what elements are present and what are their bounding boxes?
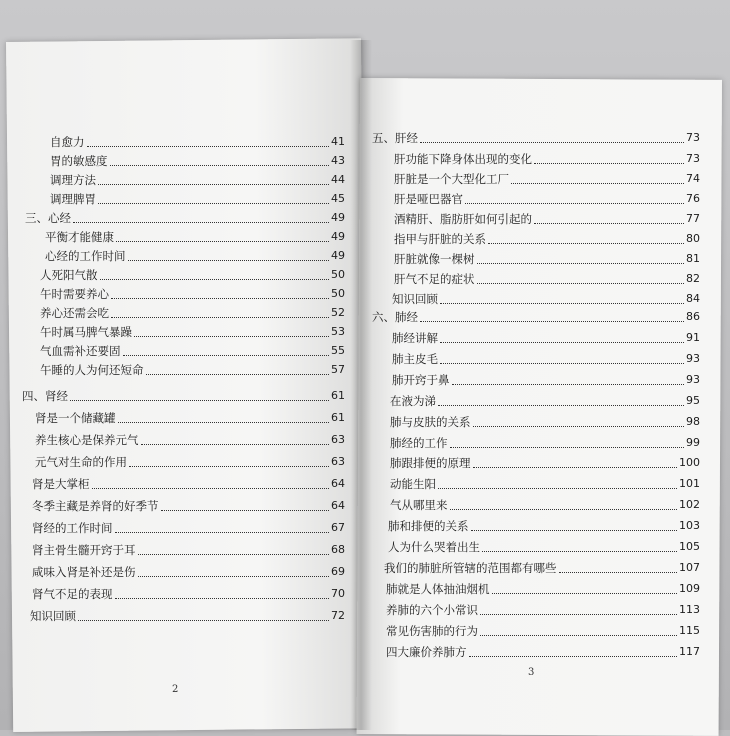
toc-leader-dots: [92, 487, 330, 489]
toc-entry-page-number: 64: [331, 477, 345, 490]
toc-entry-page-number: 91: [686, 331, 700, 344]
toc-leader-dots: [70, 399, 329, 401]
toc-entry-title: 肺就是人体抽油烟机: [386, 582, 490, 596]
toc-leader-dots: [123, 354, 330, 356]
toc-entry-title: 养生核心是保养元气: [35, 433, 139, 447]
right-toc-entry: [392, 349, 700, 367]
toc-leader-dots: [488, 242, 684, 244]
right-toc-entry: [388, 537, 700, 555]
toc-leader-dots: [440, 302, 684, 304]
toc-entry-title: 三、心经: [25, 211, 71, 225]
toc-entry-page-number: 64: [331, 499, 345, 512]
toc-entry-title: 调理方法: [50, 173, 96, 187]
toc-leader-dots: [134, 335, 329, 337]
right-toc-entry: [372, 128, 700, 146]
toc-leader-dots: [98, 183, 329, 185]
left-toc-entry: [32, 518, 345, 536]
toc-entry-title: 午睡的人为何还短命: [40, 363, 144, 377]
left-toc-entry: [35, 452, 345, 470]
toc-leader-dots: [73, 221, 329, 223]
toc-entry-page-number: 95: [686, 394, 700, 407]
right-toc-entry: [394, 189, 700, 207]
toc-entry-page-number: 84: [686, 292, 700, 305]
book-gutter: [350, 40, 372, 730]
toc-entry-title: 四大廉价养肺方: [386, 645, 467, 659]
toc-entry-page-number: 101: [679, 477, 700, 490]
toc-leader-dots: [438, 404, 684, 406]
toc-entry-title: 知识回顾: [392, 292, 438, 306]
left-toc-entry: [45, 227, 345, 245]
toc-leader-dots: [100, 278, 330, 280]
toc-entry-title: 肝是哑巴器官: [394, 192, 463, 206]
toc-entry-title: 肝脏是一个大型化工厂: [394, 172, 509, 186]
toc-leader-dots: [129, 465, 329, 467]
toc-entry-title: 肝功能下降身体出现的变化: [394, 152, 532, 166]
left-toc-entry: [22, 386, 345, 404]
right-page-number: 3: [528, 667, 535, 678]
right-toc-entry: [386, 600, 700, 618]
toc-entry-page-number: 113: [679, 603, 700, 616]
toc-leader-dots: [477, 282, 685, 284]
toc-entry-page-number: 70: [331, 587, 345, 600]
toc-entry-title: 元气对生命的作用: [35, 455, 127, 469]
toc-entry-title: 平衡才能健康: [45, 230, 114, 244]
toc-leader-dots: [473, 466, 678, 468]
right-toc-entry: [372, 307, 700, 325]
toc-entry-title: 咸味入肾是补还是伤: [32, 565, 136, 579]
toc-leader-dots: [420, 141, 684, 143]
left-toc-entry: [40, 341, 345, 359]
toc-entry-page-number: 41: [331, 135, 345, 148]
toc-entry-title: 心经的工作时间: [45, 249, 126, 263]
left-toc-entry: [32, 474, 345, 492]
toc-leader-dots: [480, 634, 677, 636]
toc-leader-dots: [98, 202, 329, 204]
left-toc-entry: [50, 151, 345, 169]
toc-entry-page-number: 82: [686, 272, 700, 285]
toc-leader-dots: [471, 529, 678, 531]
right-toc-entry: [392, 289, 700, 307]
right-toc-entry: [394, 249, 700, 267]
toc-entry-page-number: 67: [331, 521, 345, 534]
right-toc-entry: [390, 495, 700, 513]
right-toc-entry: [388, 516, 700, 534]
toc-entry-title: 肝气不足的症状: [394, 272, 475, 286]
right-toc-entry: [386, 642, 700, 660]
right-toc-entry: [390, 391, 700, 409]
toc-entry-page-number: 55: [331, 344, 345, 357]
toc-entry-title: 四、肾经: [22, 389, 68, 403]
toc-entry-title: 肺和排便的关系: [388, 519, 469, 533]
right-toc-entry: [394, 149, 700, 167]
toc-entry-page-number: 81: [686, 252, 700, 265]
toc-entry-title: 冬季主藏是养肾的好季节: [32, 499, 159, 513]
toc-entry-page-number: 45: [331, 192, 345, 205]
toc-entry-title: 知识回顾: [30, 609, 76, 623]
toc-entry-page-number: 80: [686, 232, 700, 245]
toc-leader-dots: [161, 509, 330, 511]
left-toc-entry: [40, 284, 345, 302]
toc-leader-dots: [118, 421, 330, 423]
right-toc-entry: [392, 328, 700, 346]
toc-entry-title: 我们的肺脏所管辖的范围都有哪些: [384, 561, 557, 575]
toc-entry-title: 指甲与肝脏的关系: [394, 232, 486, 246]
toc-entry-title: 自愈力: [50, 135, 85, 149]
toc-entry-title: 人为什么哭着出生: [388, 540, 480, 554]
toc-leader-dots: [110, 164, 330, 166]
toc-entry-page-number: 86: [686, 310, 700, 323]
right-toc-entry: [390, 412, 700, 430]
toc-entry-title: 肺主皮毛: [392, 352, 438, 366]
left-page-number: 2: [172, 684, 179, 695]
right-toc-entry: [394, 209, 700, 227]
toc-leader-dots: [482, 550, 677, 552]
toc-entry-page-number: 107: [679, 561, 700, 574]
toc-entry-page-number: 69: [331, 565, 345, 578]
toc-entry-page-number: 61: [331, 411, 345, 424]
toc-leader-dots: [534, 222, 684, 224]
toc-entry-page-number: 109: [679, 582, 700, 595]
toc-entry-title: 肺与皮肤的关系: [390, 415, 471, 429]
right-toc-entry: [390, 474, 700, 492]
toc-leader-dots: [450, 508, 678, 510]
toc-entry-title: 肺经讲解: [392, 331, 438, 345]
right-toc-entry: [386, 621, 700, 639]
toc-entry-page-number: 53: [331, 325, 345, 338]
toc-leader-dots: [438, 487, 677, 489]
toc-entry-page-number: 52: [331, 306, 345, 319]
toc-leader-dots: [440, 362, 684, 364]
toc-leader-dots: [87, 145, 330, 147]
toc-leader-dots: [111, 297, 329, 299]
toc-entry-title: 人死阳气散: [40, 268, 98, 282]
toc-leader-dots: [469, 655, 678, 657]
toc-entry-page-number: 117: [679, 645, 700, 658]
left-toc-entry: [32, 584, 345, 602]
toc-entry-title: 养心还需会吃: [40, 306, 109, 320]
toc-leader-dots: [450, 446, 685, 448]
toc-entry-page-number: 73: [686, 131, 700, 144]
toc-leader-dots: [128, 259, 330, 261]
toc-entry-page-number: 76: [686, 192, 700, 205]
toc-leader-dots: [115, 597, 330, 599]
toc-entry-title: 午时需要养心: [40, 287, 109, 301]
toc-leader-dots: [480, 613, 677, 615]
right-toc-entry: [392, 370, 700, 388]
toc-entry-page-number: 63: [331, 455, 345, 468]
toc-entry-title: 六、肺经: [372, 310, 418, 324]
toc-entry-title: 动能生阳: [390, 477, 436, 491]
left-toc-entry: [32, 562, 345, 580]
right-toc-entry: [394, 169, 700, 187]
toc-entry-page-number: 105: [679, 540, 700, 553]
toc-entry-page-number: 44: [331, 173, 345, 186]
left-toc-entry: [32, 496, 345, 514]
toc-entry-page-number: 115: [679, 624, 700, 637]
toc-entry-title: 在液为涕: [390, 394, 436, 408]
left-toc-entry: [50, 132, 345, 150]
toc-leader-dots: [116, 240, 329, 242]
toc-entry-title: 五、肝经: [372, 131, 418, 145]
toc-entry-page-number: 50: [331, 268, 345, 281]
toc-leader-dots: [511, 182, 684, 184]
toc-entry-title: 气血需补还要固: [40, 344, 121, 358]
toc-leader-dots: [138, 575, 330, 577]
toc-leader-dots: [146, 373, 330, 375]
left-toc-entry: [50, 189, 345, 207]
toc-leader-dots: [420, 320, 684, 322]
left-toc-entry: [25, 208, 345, 226]
toc-entry-title: 肾经的工作时间: [32, 521, 113, 535]
toc-entry-title: 肺跟排便的原理: [390, 456, 471, 470]
toc-leader-dots: [111, 316, 329, 318]
left-toc-entry: [32, 540, 345, 558]
left-toc-entry: [45, 246, 345, 264]
right-toc-entry: [394, 229, 700, 247]
toc-leader-dots: [492, 592, 678, 594]
toc-entry-page-number: 100: [679, 456, 700, 469]
toc-entry-page-number: 93: [686, 373, 700, 386]
toc-entry-page-number: 98: [686, 415, 700, 428]
toc-leader-dots: [115, 531, 330, 533]
toc-entry-page-number: 61: [331, 389, 345, 402]
toc-leader-dots: [465, 202, 684, 204]
toc-entry-title: 胃的敏感度: [50, 154, 108, 168]
toc-entry-title: 肾主骨生髓开窍于耳: [32, 543, 136, 557]
right-toc-entry: [390, 433, 700, 451]
toc-leader-dots: [440, 341, 684, 343]
toc-entry-page-number: 50: [331, 287, 345, 300]
left-toc-entry: [40, 265, 345, 283]
left-toc-entry: [40, 322, 345, 340]
toc-leader-dots: [452, 383, 685, 385]
toc-leader-dots: [78, 619, 329, 621]
toc-entry-title: 肺经的工作: [390, 436, 448, 450]
toc-leader-dots: [477, 262, 685, 264]
toc-entry-title: 常见伤害肺的行为: [386, 624, 478, 638]
toc-entry-title: 酒精肝、脂肪肝如何引起的: [394, 212, 532, 226]
toc-entry-page-number: 73: [686, 152, 700, 165]
toc-entry-title: 气从哪里来: [390, 498, 448, 512]
right-toc-entry: [390, 453, 700, 471]
toc-entry-page-number: 72: [331, 609, 345, 622]
toc-entry-title: 肾气不足的表现: [32, 587, 113, 601]
left-toc-entry: [40, 303, 345, 321]
toc-leader-dots: [473, 425, 685, 427]
toc-entry-title: 肺开窍于鼻: [392, 373, 450, 387]
toc-entry-title: 调理脾胃: [50, 192, 96, 206]
right-toc-entry: [386, 579, 700, 597]
toc-entry-page-number: 103: [679, 519, 700, 532]
left-toc-entry: [35, 430, 345, 448]
right-toc-entry: [384, 558, 700, 576]
toc-entry-page-number: 99: [686, 436, 700, 449]
toc-entry-title: 肾是大掌柜: [32, 477, 90, 491]
toc-entry-page-number: 74: [686, 172, 700, 185]
left-toc-entry: [30, 606, 345, 624]
right-toc-entry: [394, 269, 700, 287]
toc-entry-title: 午时属马脾气暴躁: [40, 325, 132, 339]
toc-leader-dots: [141, 443, 330, 445]
left-toc-entry: [35, 408, 345, 426]
left-toc-entry: [40, 360, 345, 378]
toc-leader-dots: [559, 571, 678, 573]
toc-entry-page-number: 57: [331, 363, 345, 376]
toc-entry-page-number: 49: [331, 249, 345, 262]
toc-entry-page-number: 49: [331, 230, 345, 243]
toc-leader-dots: [138, 553, 330, 555]
toc-entry-page-number: 93: [686, 352, 700, 365]
toc-entry-title: 养肺的六个小常识: [386, 603, 478, 617]
toc-entry-page-number: 77: [686, 212, 700, 225]
toc-entry-page-number: 43: [331, 154, 345, 167]
toc-entry-title: 肾是一个储藏罐: [35, 411, 116, 425]
toc-leader-dots: [534, 162, 684, 164]
toc-entry-page-number: 68: [331, 543, 345, 556]
toc-entry-page-number: 102: [679, 498, 700, 511]
left-toc-entry: [50, 170, 345, 188]
toc-entry-page-number: 63: [331, 433, 345, 446]
toc-entry-page-number: 49: [331, 211, 345, 224]
toc-entry-title: 肝脏就像一棵树: [394, 252, 475, 266]
